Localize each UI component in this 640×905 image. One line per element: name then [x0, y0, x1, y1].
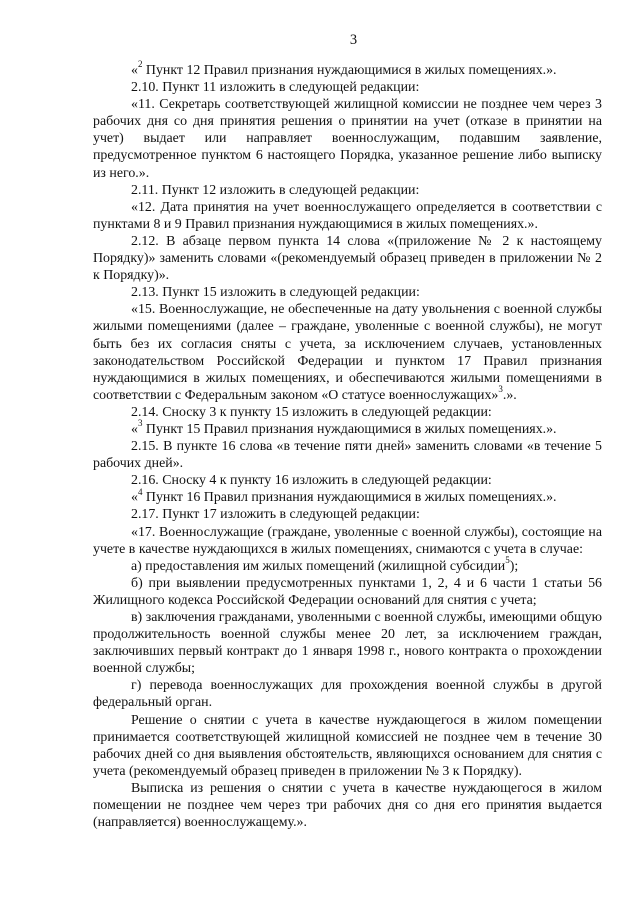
paragraph-footnote-3: «$^3$ Пункт 15 Правил признания нуждающимися в жилых помещениях.».	[131, 418, 557, 437]
paragraph-2-10: 2.10. Пункт 11 изложить в следующей редакции:	[131, 80, 420, 96]
footnote-marker: 4	[137, 486, 143, 497]
paragraph-removal-extract: Выписка из решения о снятии с учета в качестве нуждающегося в жилом помещении не позднее чем через три рабочих дня со дня его принятия выдается (направляется) военнослужащему.».	[93, 780, 602, 831]
page-number: 3	[349, 32, 358, 48]
paragraph-2-13: 2.13. Пункт 15 изложить в следующей редакции:	[131, 285, 420, 301]
paragraph-subitem-g: г) перевода военнослужащих для прохождения военной службы в другой федеральный орган.	[93, 678, 602, 711]
paragraph-2-14: 2.14. Сноску 3 к пункту 15 изложить в следующей редакции:	[131, 404, 492, 420]
document-body	[93, 59, 602, 831]
paragraph-2-17: 2.17. Пункт 17 изложить в следующей редакции:	[131, 507, 420, 523]
paragraph-item-15: «15. Военнослужащие, не обеспеченные на дату увольнения с военной службы жилыми помещениями (далее – граждане, уволенные с военной службы), не могут быть без их согласия сняты с учета, за исключением случаев, установленных законодательством Российской Федерации и пунктом 17 Правил признания нуждающимися в жилых помещениях, и обеспечиваются жилыми помещениями в соответствии с Федеральным законом «О статусе военнослужащих»$^3$.».	[93, 302, 602, 403]
paragraph-subitem-v: в) заключения гражданами, уволенными с военной службы, имеющими общую продолжительность военной службы менее 20 лет, за исключением граждан, заключивших первый контракт до 1 января 1998 г., нового контракта о прохождении военной службы;	[93, 610, 602, 677]
footnote-marker: 3	[137, 418, 143, 429]
paragraph-subitem-a: а) предоставления им жилых помещений (жилищной субсидии$^5$);	[131, 555, 519, 574]
paragraph-2-12: 2.12. В абзаце первом пункта 14 слова «(приложение № 2 к настоящему Порядку)» заменить словами «(рекомендуемый образец приведен в приложении № 2 к Порядку)».	[93, 233, 602, 284]
paragraph-subitem-b: б) при выявлении предусмотренных пунктами 1, 2, 4 и 6 части 1 статьи 56 Жилищного кодекса Российской Федерации оснований для снятия с учета;	[93, 575, 602, 608]
footnote-marker: 2	[137, 59, 143, 70]
footnote-marker: 3	[498, 384, 503, 395]
paragraph-2-15: 2.15. В пункте 16 слова «в течение пяти дней» заменить словами «в течение 5 рабочих дней».	[93, 439, 602, 472]
paragraph-removal-decision: Решение о снятии с учета в качестве нуждающегося в жилом помещении принимается соответствующей жилищной комиссией не позднее чем в течение 30 рабочих дней со дня выявления обстоятельств, являющихся основанием для снятия с учета (рекомендуемый образец приведен в приложении № 3 к Порядку).	[93, 712, 602, 779]
paragraph-2-16: 2.16. Сноску 4 к пункту 16 изложить в следующей редакции:	[131, 473, 492, 489]
footnote-marker: 5	[505, 555, 510, 566]
paragraph-2-11: 2.11. Пункт 12 изложить в следующей редакции:	[131, 182, 420, 198]
paragraph-footnote-4: «$^4$ Пункт 16 Правил признания нуждающимися в жилых помещениях.».	[131, 486, 557, 506]
paragraph-item-11: «11. Секретарь соответствующей жилищной комиссии не позднее чем через 3 рабочих дня со дня принятия решения о принятии на учет (отказе в принятии на учет) выдает или направляет военнослужащим, подавшим заявление, предусмотренное пунктом 6 настоящего Порядка, указанное решение либо выписку из него.».	[93, 97, 602, 181]
paragraph-item-12: «12. Дата принятия на учет военнослужащего определяется в соответствии с пунктами 8 и 9 Правил признания нуждающимися в жилых помещениях.».	[93, 199, 602, 232]
paragraph-footnote-2: «$^2$ Пункт 12 Правил признания нуждающимися в жилых помещениях.».	[131, 59, 557, 78]
paragraph-item-17: «17. Военнослужащие (граждане, уволенные с военной службы), состоящие на учете в качестве нуждающихся в жилых помещениях, снимаются с учета в случае:	[93, 524, 602, 557]
